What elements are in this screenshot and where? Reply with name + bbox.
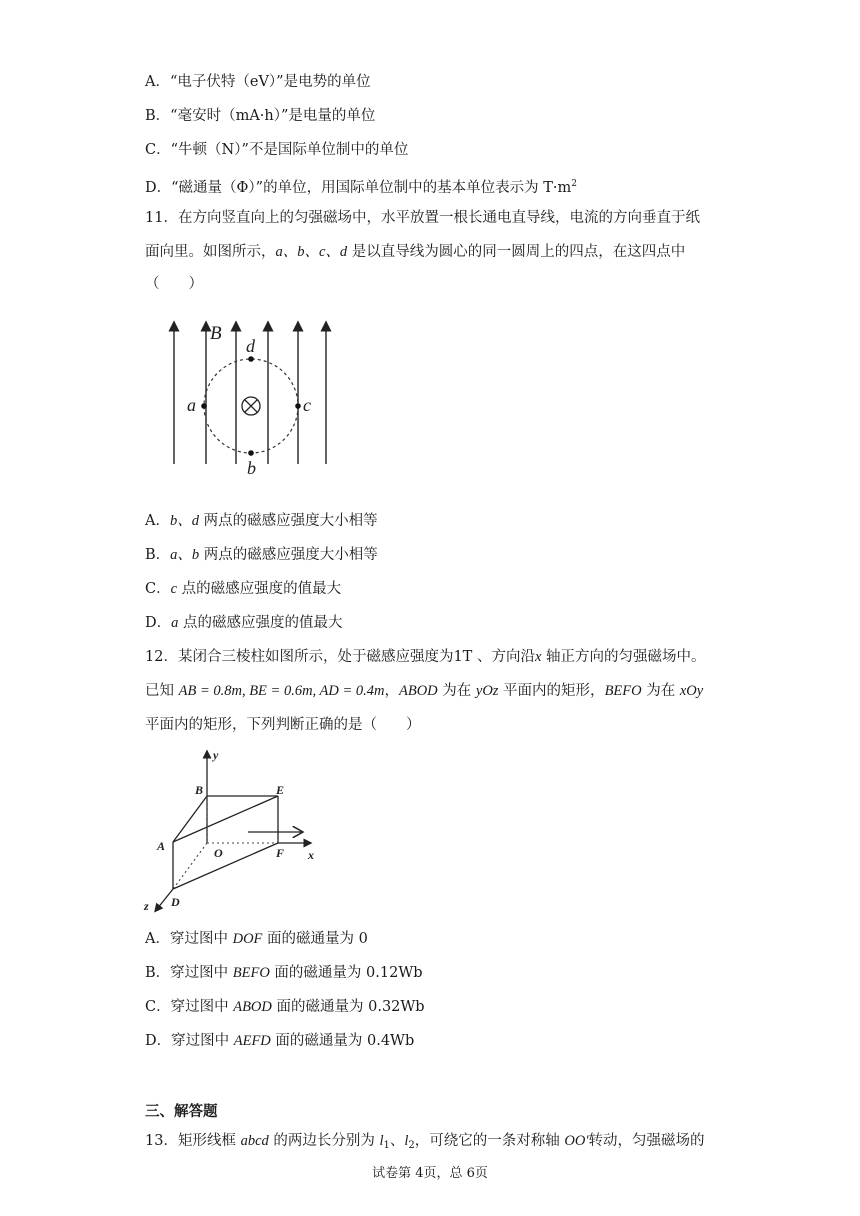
q12-option-b: B．穿过图中 BEFO 面的磁通量为 0.12Wb [145, 965, 423, 981]
q10-option-d-text: D．“磁通量（Φ）”的单位，用国际单位制中的基本单位表示为 T·m [145, 180, 572, 196]
q11-stem-line2 [145, 242, 685, 262]
q11-magnetic-field-figure [150, 312, 350, 480]
label-E: E [276, 783, 285, 797]
q11-text-c: 是以直导线为圆心的同一圆周上的四点，在这四点中 [347, 244, 686, 260]
q10-option-a: A．“电子伏特（eV）”是电势的单位 [145, 74, 371, 90]
q11-option-a: A．b、d 两点的磁感应强度大小相等 [145, 513, 378, 529]
q12-prism-figure [140, 744, 330, 918]
label-B: B [195, 783, 204, 797]
q12-stem-line2: 已知 AB = 0.8m, BE = 0.6m, AD = 0.4m，ABOD 为在 yOz 平面内的矩形，BEFO 为在 xOy [145, 683, 704, 699]
label-d: d [246, 336, 255, 356]
q12-option-d: D．穿过图中 AEFD 面的磁通量为 0.4Wb [145, 1033, 415, 1049]
q11-option-b: B．a、b 两点的磁感应强度大小相等 [145, 547, 378, 563]
label-y: y [213, 748, 219, 762]
page-footer: 试卷第 4页，总 6页 [372, 1166, 488, 1181]
q12-option-a: A．穿过图中 DOF 面的磁通量为 0 [145, 931, 368, 947]
point-a [201, 403, 207, 409]
q10-option-b: B．“毫安时（mA·h）”是电量的单位 [145, 108, 376, 124]
edge-AE [173, 796, 278, 842]
q11-points-var: a、b、c、d [275, 244, 348, 260]
label-F: F [276, 846, 285, 860]
label-D: D [171, 895, 180, 909]
edge-DF [173, 843, 278, 889]
point-c [295, 403, 301, 409]
q12-stem-line3: 平面内的矩形，下列判断正确的是（ ） [145, 717, 421, 733]
q10-option-d-superscript: 2 [571, 179, 577, 189]
q13-stem: 13．矩形线框 abcd 的两边长分别为 $l_1$、$l_2$，可绕它的一条对称轴 OO′转动，匀强磁场的 [145, 1133, 705, 1151]
q12-given-lengths: AB = 0.8m, BE = 0.6m, AD = 0.4m [178, 683, 385, 699]
q11-answer-blank: （ ） [145, 276, 203, 292]
point-b [248, 450, 254, 456]
label-b: b [247, 458, 256, 478]
label-c: c [303, 395, 311, 415]
q11-stem-line1: 11．在方向竖直向上的匀强磁场中，水平放置一根长通电直导线，电流的方向垂直于纸 [145, 210, 700, 226]
label-x: x [308, 848, 314, 862]
label-z: z [144, 899, 149, 913]
q11-text-a: 面向里。如图所示， [145, 244, 276, 260]
label-A: A [157, 839, 166, 853]
q10-option-c: C．“牛顿（N）”不是国际单位制中的单位 [145, 142, 409, 158]
label-O: O [214, 846, 223, 860]
q12-stem-line1: 12．某闭合三棱柱如图所示，处于磁感应强度为1T 、方向沿x 轴正方向的匀强磁场中。 [145, 649, 706, 665]
q11-option-c: C．c 点的磁感应强度的值最大 [145, 581, 342, 597]
q11-option-d: D．a 点的磁感应强度的值最大 [145, 615, 343, 631]
point-d [248, 356, 254, 362]
q10-option-d [145, 174, 577, 198]
section-heading: 三、解答题 [145, 1103, 218, 1120]
q12-option-c: C．穿过图中 ABOD 面的磁通量为 0.32Wb [145, 999, 425, 1015]
label-B: B [210, 323, 222, 344]
label-a: a [187, 395, 196, 415]
